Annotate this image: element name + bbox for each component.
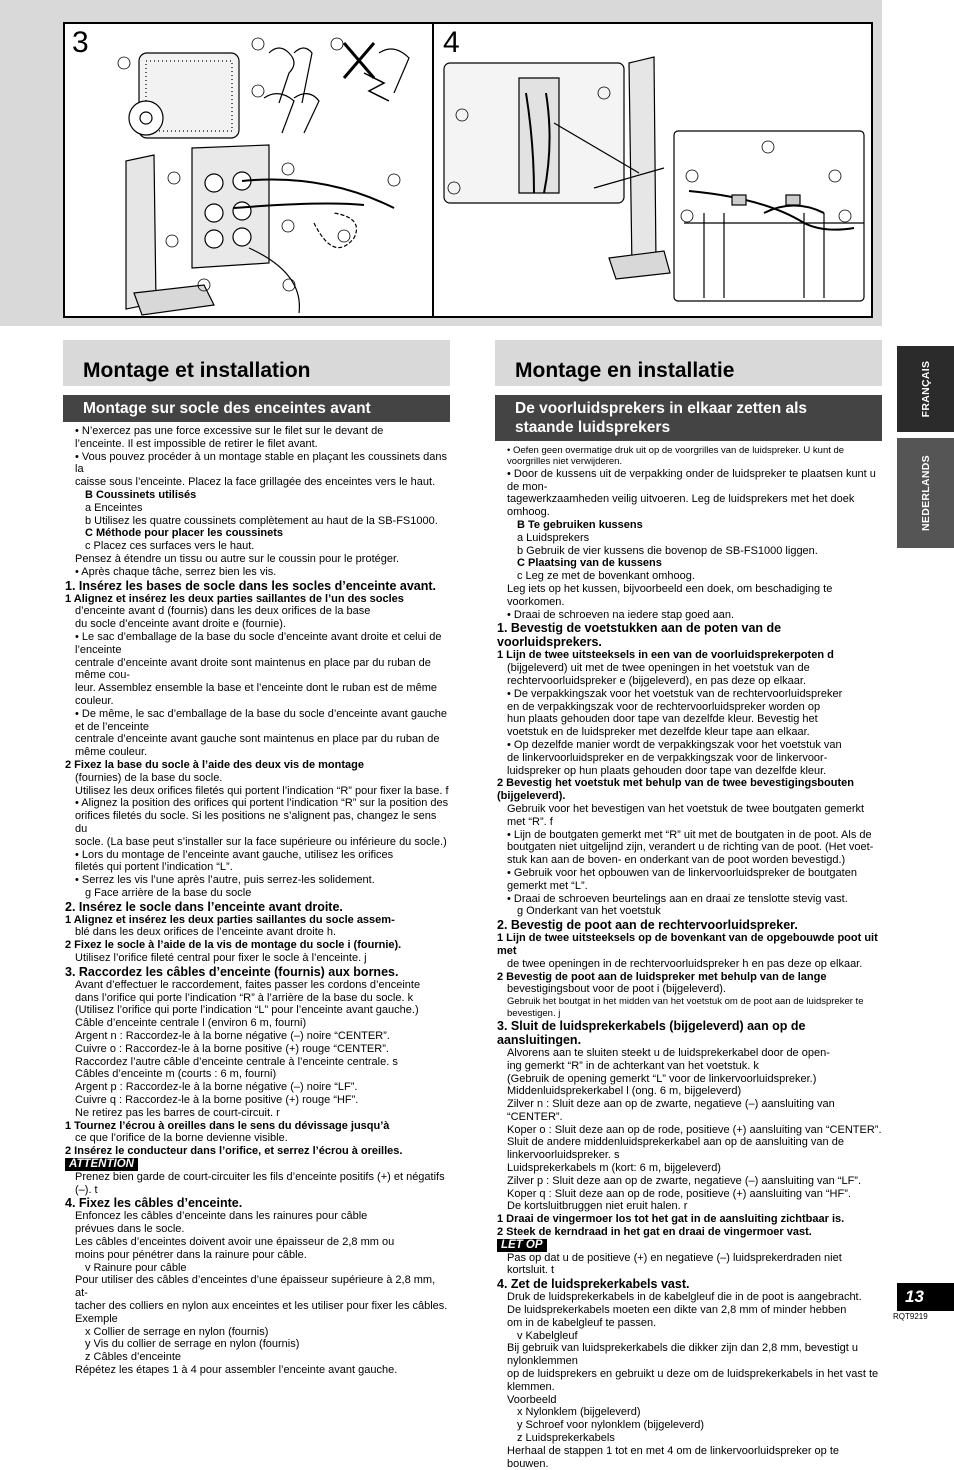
dutch-line: tagewerkzaamheden veilig uitvoeren. Leg de luidsprekers met het doek omhoog.	[507, 493, 855, 519]
french-line: d’enceinte avant d (fournis) dans les deux orifices de la base	[75, 605, 371, 618]
tab-nederlands	[897, 438, 954, 548]
dutch-line: 1 Lijn de twee uitsteeksels op de bovenkant van de opgebouwde poot uit met	[497, 932, 878, 957]
dutch-line: Koper o : Sluit deze aan op de rode, positieve (+) aansluiting van “CENTER”.	[507, 1123, 882, 1136]
dutch-line: • De verpakkingszak voor het voetstuk van de rechtervoorluidspreker	[507, 687, 843, 700]
dutch-line: • Oefen geen overmatige druk uit op de voorgrilles van de luidspreker. U kunt de voorgrilles niet verwijderen.	[507, 445, 845, 468]
french-line: c Placez ces surfaces vers le haut.	[85, 540, 255, 553]
figure-step-3: 3	[72, 26, 89, 59]
french-line: ATTENTION	[65, 1158, 138, 1171]
french-line: • Serrez les vis l’une après l’autre, puis serrez-les solidement.	[75, 874, 375, 887]
dutch-line: 1. Bevestig de voetstukken aan de poten van de voorluidsprekers.	[497, 621, 782, 650]
dutch-line: 3. Sluit de luidsprekerkabels (bijgeleverd) aan op de aansluitingen.	[497, 1018, 806, 1047]
french-line: prévues dans le socle.	[75, 1223, 185, 1236]
dutch-line: 2 Steek de kerndraad in het gat en draai de vingermoer vast.	[497, 1226, 812, 1239]
dutch-line: c Leg ze met de bovenkant omhoog.	[517, 570, 695, 583]
french-line: Pour utiliser des câbles d’enceintes d’une épaisseur supérieure à 2,8 mm, at-	[75, 1274, 436, 1300]
dutch-line: Luidsprekerkabels m (kort: 6 m, bijgeleverd)	[507, 1162, 721, 1175]
dutch-line: Gebruik voor het bevestigen van het voetstuk de twee boutgaten gemerkt met “R”. f	[507, 802, 865, 828]
french-line: Cuivre o : Raccordez-le à la borne positive (+) rouge “CENTER”.	[75, 1042, 389, 1055]
dutch-line: b Gebruik de vier kussens die bovenop de SB-FS1000 liggen.	[517, 544, 818, 557]
french-line: 2. Insérez le socle dans l’enceinte avant droite.	[65, 899, 343, 914]
dutch-line: stuk kan aan de boven- en onderkant van de poot worden bevestigd.)	[507, 854, 846, 867]
french-line: • Après chaque tâche, serrez bien les vis.	[75, 565, 277, 578]
french-line: Raccordez l’autre câble d’enceinte centrale à l’enceinte centrale. s	[75, 1055, 398, 1068]
tab-nederlands-label: NEDERLANDS	[919, 455, 932, 531]
dutch-line: Bij gebruik van luidsprekerkabels die dikker zijn dan 2,8 mm, bevestigt u nylonklemmen	[507, 1342, 858, 1368]
french-line: tacher des colliers en nylon aux enceintes et les utiliser pour fixer les câbles.	[75, 1300, 448, 1312]
french-line: Argent n : Raccordez-le à la borne négative (–) noire “CENTER”.	[75, 1030, 390, 1043]
dutch-line: (bijgeleverd) uit met de twee openingen in het voetstuk van de	[507, 662, 810, 675]
french-line: Argent p : Raccordez-le à la borne négative (–) noire “LF”.	[75, 1081, 358, 1094]
dutch-line: Middenluidsprekerkabel l (ong. 6 m, bijgeleverd)	[507, 1085, 742, 1098]
dutch-subtitle: De voorluidsprekers in elkaar zetten als staande luidsprekers	[495, 395, 882, 441]
dutch-line: boutgaten niet uitgelijnd zijn, verandert u de richting van de poot. (Het voet-	[507, 841, 874, 854]
dutch-line: Sluit de andere middenluidsprekerkabel aan op de aansluiting van de linkervoorluidspreker. s	[507, 1136, 844, 1162]
dutch-line: • Lijn de boutgaten gemerkt met “R” uit met de boutgaten in de poot. Als de	[507, 828, 872, 841]
french-line: du socle d’enceinte avant droite e (fournie).	[75, 618, 286, 631]
dutch-line: 2 Bevestig het voetstuk met behulp van de twee bevestigingsbouten (bijgeleverd).	[497, 777, 854, 803]
french-line: Pensez à étendre un tissu ou autre sur le coussin pour le protéger.	[75, 552, 400, 565]
french-line: blé dans les deux orifices de l’enceinte avant droite h.	[75, 926, 337, 939]
model-code: RQT9219	[893, 1312, 928, 1321]
french-line: Ne retirez pas les barres de court-circuit. r	[75, 1106, 280, 1119]
dutch-line: Gebruik het boutgat in het midden van het voetstuk om de poot aan de luidspreker te bevestigen. j	[507, 996, 864, 1019]
dutch-line: • Draai de schroeven beurtelings aan en draai ze tenslotte stevig vast.	[507, 892, 848, 905]
dutch-line: Druk de luidsprekerkabels in de kabelgleuf die in de poot is aangebracht.	[507, 1291, 862, 1304]
dutch-line: • Draai de schroeven na iedere stap goed aan.	[507, 608, 735, 621]
french-line: Utilisez l’orifice fileté central pour fixer le socle à l’enceinte. j	[75, 952, 367, 965]
dutch-line: 2 Bevestig de poot aan de luidspreker met behulp van de lange	[497, 970, 827, 983]
french-line: filetés qui portent l’indication “L”.	[75, 861, 233, 874]
tab-francais	[897, 346, 954, 432]
french-line: 2 Fixez la base du socle à l’aide des deux vis de montage	[65, 758, 364, 771]
french-line: a Enceintes	[85, 501, 143, 514]
french-line: Exemple	[75, 1312, 118, 1325]
dutch-line: de twee openingen in de rechtervoorluidspreker h en pas deze op elkaar.	[507, 957, 863, 970]
french-line: z Câbles d’enceinte	[85, 1351, 182, 1364]
french-line: dans l’orifice qui porte l’indication “R” à l’arrière de la base du socle. k	[75, 991, 414, 1004]
dutch-line: op de luidsprekers en gebruikt u deze om de luidsprekerkabels in het vast te klemmen.	[507, 1368, 879, 1393]
dutch-line: • Op dezelfde manier wordt de verpakkingszak voor het voetstuk van	[507, 738, 842, 751]
french-column	[63, 340, 450, 1377]
dutch-line: om in de kabelgleuf te passen.	[507, 1316, 657, 1329]
dutch-line: LET OP	[497, 1239, 547, 1252]
french-line: Câbles d’enceinte m (courts : 6 m, fourni)	[75, 1068, 277, 1081]
dutch-line: 1 Lijn de twee uitsteeksels in een van de voorluidsprekerpoten d	[497, 649, 834, 662]
dutch-line: 2. Bevestig de poot aan de rechtervoorluidspreker.	[497, 918, 798, 933]
dutch-line: ing gemerkt “R” in de achterkant van het voetstuk. k	[507, 1059, 759, 1072]
french-line: 2 Insérez le conducteur dans l’orifice, et serrez l’écrou à oreilles.	[65, 1145, 403, 1158]
french-line: Enfoncez les câbles d’enceinte dans les rainures pour câble	[75, 1210, 368, 1223]
french-line: • N’exercez pas une force excessive sur le filet sur le devant de	[75, 425, 384, 437]
dutch-line: 4. Zet de luidsprekerkabels vast.	[497, 1277, 690, 1292]
dutch-line: x Nylonklem (bijgeleverd)	[517, 1406, 641, 1419]
panel-4-drawing	[444, 57, 864, 301]
french-line: 1 Tournez l’écrou à oreilles dans le sens du dévissage jusqu’à	[65, 1119, 390, 1132]
french-line: l’enceinte. Il est impossible de retirer le filet avant.	[75, 437, 318, 450]
french-line: moins pour pénétrer dans la rainure pour câble.	[75, 1248, 307, 1261]
french-line: 1 Alignez et insérez les deux parties saillantes du socle assem-	[65, 913, 395, 926]
dutch-line: B Te gebruiken kussens	[517, 519, 643, 531]
french-line: Avant d’effectuer le raccordement, faites passer les cordons d’enceinte	[75, 978, 421, 991]
dutch-line: 1 Draai de vingermoer los tot het gat in de aansluiting zichtbaar is.	[497, 1213, 845, 1226]
dutch-line: a Luidsprekers	[517, 531, 590, 544]
french-line: Cuivre q : Raccordez-le à la borne positive (+) rouge “HF”.	[75, 1094, 359, 1107]
french-line: (fournies) de la base du socle.	[75, 771, 223, 784]
dutch-line: bevestigingsbout voor de poot i (bijgeleverd).	[507, 983, 726, 996]
french-line: 2 Fixez le socle à l’aide de la vis de montage du socle i (fournie).	[65, 939, 402, 952]
french-line: Câble d’enceinte centrale l (environ 6 m, fourni)	[75, 1017, 307, 1030]
dutch-line: g Onderkant van het voetstuk	[517, 905, 661, 918]
dutch-line: De luidsprekerkabels moeten een dikte van 2,8 mm of minder hebben	[507, 1304, 847, 1317]
dutch-line: voetstuk en de luidspreker met dezelfde kleur tape aan elkaar.	[507, 726, 810, 739]
french-line: Répétez les étapes 1 à 4 pour assembler l’enceinte avant gauche.	[75, 1363, 398, 1376]
dutch-line: (Gebruik de opening gemerkt “L” voor de linkervoorluidspreker.)	[507, 1072, 817, 1085]
french-line: • Vous pouvez procéder à un montage stable en plaçant les coussinets dans la	[75, 450, 447, 476]
french-line: Utilisez les deux orifices filetés qui portent l’indication “R” pour fixer la base. f	[75, 784, 449, 797]
french-line: centrale d’enceinte avant gauche sont maintenus en place par du ruban de même couleur.	[75, 733, 440, 759]
french-body	[63, 425, 450, 1377]
french-title-bar	[63, 340, 450, 386]
french-line: 4. Fixez les câbles d’enceinte.	[65, 1196, 243, 1211]
dutch-line: Herhaal de stappen 1 tot en met 4 om de linkervoorluidspreker op te bouwen.	[507, 1444, 840, 1470]
french-line: x Collier de serrage en nylon (fournis)	[85, 1325, 269, 1338]
dutch-line: rechtervoorluidspreker e (bijgeleverd), en pas deze op elkaar.	[507, 674, 806, 687]
french-line: • De même, le sac d’emballage de la base du socle d’enceinte avant gauche et de l’enceinte	[75, 707, 447, 733]
french-line: caisse sous l’enceinte. Placez la face grillagée des enceintes vers le haut.	[75, 476, 436, 489]
dutch-line: Voorbeeld	[507, 1393, 557, 1406]
french-line: g Face arrière de la base du socle	[85, 886, 252, 899]
french-line: 3. Raccordez les câbles d’enceinte (fournis) aux bornes.	[65, 964, 399, 979]
french-line: B Coussinets utilisés	[85, 488, 197, 501]
french-line: Prenez bien garde de court-circuiter les fils d’enceinte positifs (+) et négatifs (–). t	[75, 1170, 445, 1196]
figure-step-4: 4	[443, 26, 460, 59]
french-line: y Vis du collier de serrage en nylon (fournis)	[85, 1338, 300, 1351]
french-line: b Utilisez les quatre coussinets complètement au haut de la SB-FS1000.	[85, 514, 438, 527]
dutch-line: • Door de kussens uit de verpakking onder de luidspreker te plaatsen kunt u de mon-	[507, 467, 876, 493]
dutch-line: de linkervoorluidspreker en de verpakkingszak voor de linkervoor-	[507, 751, 828, 764]
tab-francais-label: FRANÇAIS	[919, 360, 932, 418]
dutch-line: • Gebruik voor het opbouwen van de linkervoorluidspreker de boutgaten gemerkt met “L”.	[507, 866, 857, 892]
french-line: C Méthode pour placer les coussinets	[85, 527, 284, 540]
page-number: 13	[897, 1283, 954, 1311]
dutch-line: Koper q : Sluit deze aan op de rode, positieve (+) aansluiting van “HF”.	[507, 1187, 851, 1200]
french-line: • Le sac d’emballage de la base du socle d’enceinte avant droite et celui de l’enceinte	[75, 630, 442, 656]
dutch-line: Alvorens aan te sluiten steekt u de luidsprekerkabel door de open-	[507, 1046, 830, 1059]
french-line: v Rainure pour câble	[85, 1261, 187, 1274]
french-line: • Alignez la position des orifices qui portent l’indication “R” sur la position des	[75, 797, 449, 810]
french-subtitle: Montage sur socle des enceintes avant	[63, 395, 450, 422]
dutch-line: en de verpakkingszak voor de rechtervoorluidspreker worden op	[507, 700, 821, 713]
french-line: • Lors du montage de l’enceinte avant gauche, utilisez les orifices	[75, 848, 394, 861]
french-line: leur. Assemblez ensemble la base et l’enceinte dont le ruban est de même couleur.	[75, 682, 437, 707]
dutch-column	[495, 340, 882, 1470]
french-line: ce que l’orifice de la borne devienne visible.	[75, 1132, 288, 1145]
french-line: centrale d’enceinte avant droite sont maintenus en place par du ruban de même cou-	[75, 656, 431, 682]
french-title: Montage et installation	[83, 359, 311, 382]
french-line: 1 Alignez et insérez les deux parties saillantes de l’un des socles	[65, 592, 404, 605]
dutch-line: Pas op dat u de positieve (+) en negatieve (–) luidsprekerdraden niet kortsluit. t	[507, 1251, 842, 1277]
dutch-title-bar	[495, 340, 882, 386]
dutch-title: Montage en installatie	[515, 359, 735, 382]
dutch-line: v Kabelgleuf	[517, 1329, 578, 1342]
french-line: (Utilisez l’orifice qui porte l’indication “L” pour l’enceinte avant gauche.)	[75, 1004, 419, 1017]
dutch-line: De kortsluitbruggen niet eruit halen. r	[507, 1200, 688, 1213]
dutch-line: C Plaatsing van de kussens	[517, 557, 662, 570]
french-line: orifices filetés du socle. Si les positions ne s’alignent pas, changez le sens du	[75, 810, 437, 835]
dutch-line: y Schroef voor nylonklem (bijgeleverd)	[517, 1419, 705, 1432]
french-line: Les câbles d’enceintes doivent avoir une épaisseur de 2,8 mm ou	[75, 1236, 395, 1249]
dutch-line: Zilver p : Sluit deze aan op de zwarte, negatieve (–) aansluiting van “LF”.	[507, 1174, 862, 1187]
dutch-line: luidspreker op hun plaats gehouden door tape van dezelfde kleur.	[507, 764, 827, 777]
french-line: socle. (La base peut s’installer sur la face supérieure ou inférieure du socle.)	[75, 835, 447, 848]
dutch-line: Leg iets op het kussen, bijvoorbeeld een doek, om beschadiging te voorkomen.	[507, 582, 833, 608]
dutch-line: Zilver n : Sluit deze aan op de zwarte, negatieve (–) aansluiting van “CENTER”.	[507, 1098, 835, 1123]
french-line: 1. Insérez les bases de socle dans les socles d’enceinte avant.	[65, 578, 437, 593]
dutch-body	[495, 445, 882, 1470]
assembly-illustration	[64, 23, 872, 317]
dutch-line: hun plaats gehouden door tape van dezelfde kleur. Bevestig het	[507, 713, 818, 726]
dutch-line: z Luidsprekerkabels	[517, 1432, 615, 1445]
